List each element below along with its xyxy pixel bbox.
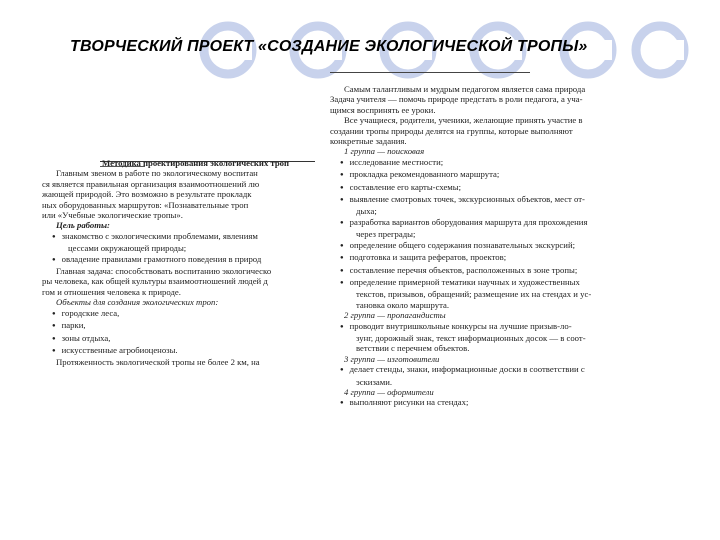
scan-text-line: ● подготовка и защита рефератов, проектов; (330, 252, 652, 264)
scan-text-line: текстов, призывов, обращений; размещение их на стендах и ус- (356, 289, 592, 300)
scan-text-line: ры человека, как общей культуры взаимоотношений людей д (42, 276, 268, 287)
scan-text-line: или «Учебные экологические тропы». (42, 210, 183, 221)
scan-text-line: ● овладение правилами грамотного поведения в природ (42, 254, 314, 266)
scan-text-line: создании тропы природы делятся на группы, которые выполняют (330, 125, 573, 136)
scan-text-line: 4 группа — оформители (344, 386, 434, 397)
scan-text-line: Протяженность экологической тропы не более 2 км, на (56, 357, 260, 368)
scan-text-line: ● выявление смотровых точек, экскурсионных объектов, мест от- (330, 194, 652, 206)
scan-top-rule (330, 72, 530, 73)
scan-text-line: ● зоны отдыха, (42, 333, 314, 345)
scan-text-line: ся является правильная организация взаимоотношений лю (42, 178, 260, 189)
scan-text-line: ● проводит внутришкольные конкурсы на лучшие призыв-ло- (330, 321, 652, 333)
scan-text-line: ● исследование местности; (330, 157, 652, 169)
scan-text-line: Все учащиеся, родители, ученики, желающие принять участие в (344, 115, 583, 126)
scan-text-line: Главная задача: способствовать воспитанию экологическо (56, 266, 272, 277)
scan-text-line: цессами окружающей природы; (68, 243, 187, 254)
scan-text-line: щимся воспринять ее уроки. (330, 104, 436, 115)
scan-text-line: ных оборудованных маршрутов: «Познавательные троп (42, 199, 249, 210)
scan-text-line: 2 группа — пропагандисты (344, 310, 446, 321)
scan-text-line: ● выполняют рисунки на стендах; (330, 397, 652, 409)
scan-text-line: Главным звеном в работе по экологическому воспитан (56, 168, 258, 179)
scan-text-line: Самым талантливым и мудрым педагогом является сама природа (344, 84, 586, 94)
scan-text-line: эскизами. (356, 376, 393, 387)
scan-text-line: Методика проектирования экологических троп (102, 158, 290, 168)
scan-text-line: Цель работы: (56, 220, 110, 231)
scan-text-line: ветствии с перечнем объектов. (356, 343, 470, 354)
scan-text-line: Задача учителя — помочь природе предстать в роли педагога, а уча- (330, 94, 583, 105)
scan-text-line: ● знакомство с экологическими проблемами, явлениям (42, 231, 314, 243)
scan-text-line: ● городские леса, (42, 308, 314, 320)
scan-text-line: ● прокладка рекомендованного маршрута; (330, 169, 652, 181)
scan-text-line: тановка около маршрута. (356, 299, 450, 310)
scan-text-line: 3 группа — изготовители (344, 353, 440, 364)
scanned-page-left (42, 158, 314, 368)
scan-text-line: 1 группа — поисковая (344, 146, 425, 157)
scan-text-line: ● определение общего содержания познавательных экскурсий; (330, 240, 652, 252)
scan-text-line: конкретные задания. (330, 136, 407, 147)
scan-text-line: гом и отношения человека к природе. (42, 286, 181, 297)
scan-text-line: ● определение примерной тематики научных и художественных (330, 277, 652, 289)
scan-text-line: зунг, дорожный знак, текст информационных досок — в соот- (356, 332, 586, 343)
scan-text-line: ● составление перечня объектов, расположенных в зоне тропы; (330, 265, 652, 277)
scan-text-line: ● искусственные агробиоценозы. (42, 345, 314, 357)
scan-text-line: ● составление его карты-схемы; (330, 182, 652, 194)
scan-text-line: ● парки, (42, 320, 314, 332)
scan-text-line: жающей природой. Это возможно в результате прокладк (42, 189, 252, 200)
scan-text-line: через преграды; (356, 229, 416, 240)
scan-text-line: дыха; (356, 206, 377, 217)
scan-text-line: ● делает стенды, знаки, информационные доски в соответствии с (330, 364, 652, 376)
scan-text-line: ● разработка вариантов оборудования маршрута для прохождения (330, 217, 652, 229)
scanned-page-right (330, 84, 652, 410)
slide-title: ТВОРЧЕСКИЙ ПРОЕКТ «СОЗДАНИЕ ЭКОЛОГИЧЕСКОЙ ТРОПЫ» (70, 38, 588, 55)
scan-text-line: Объекты для создания экологических троп: (56, 297, 219, 308)
